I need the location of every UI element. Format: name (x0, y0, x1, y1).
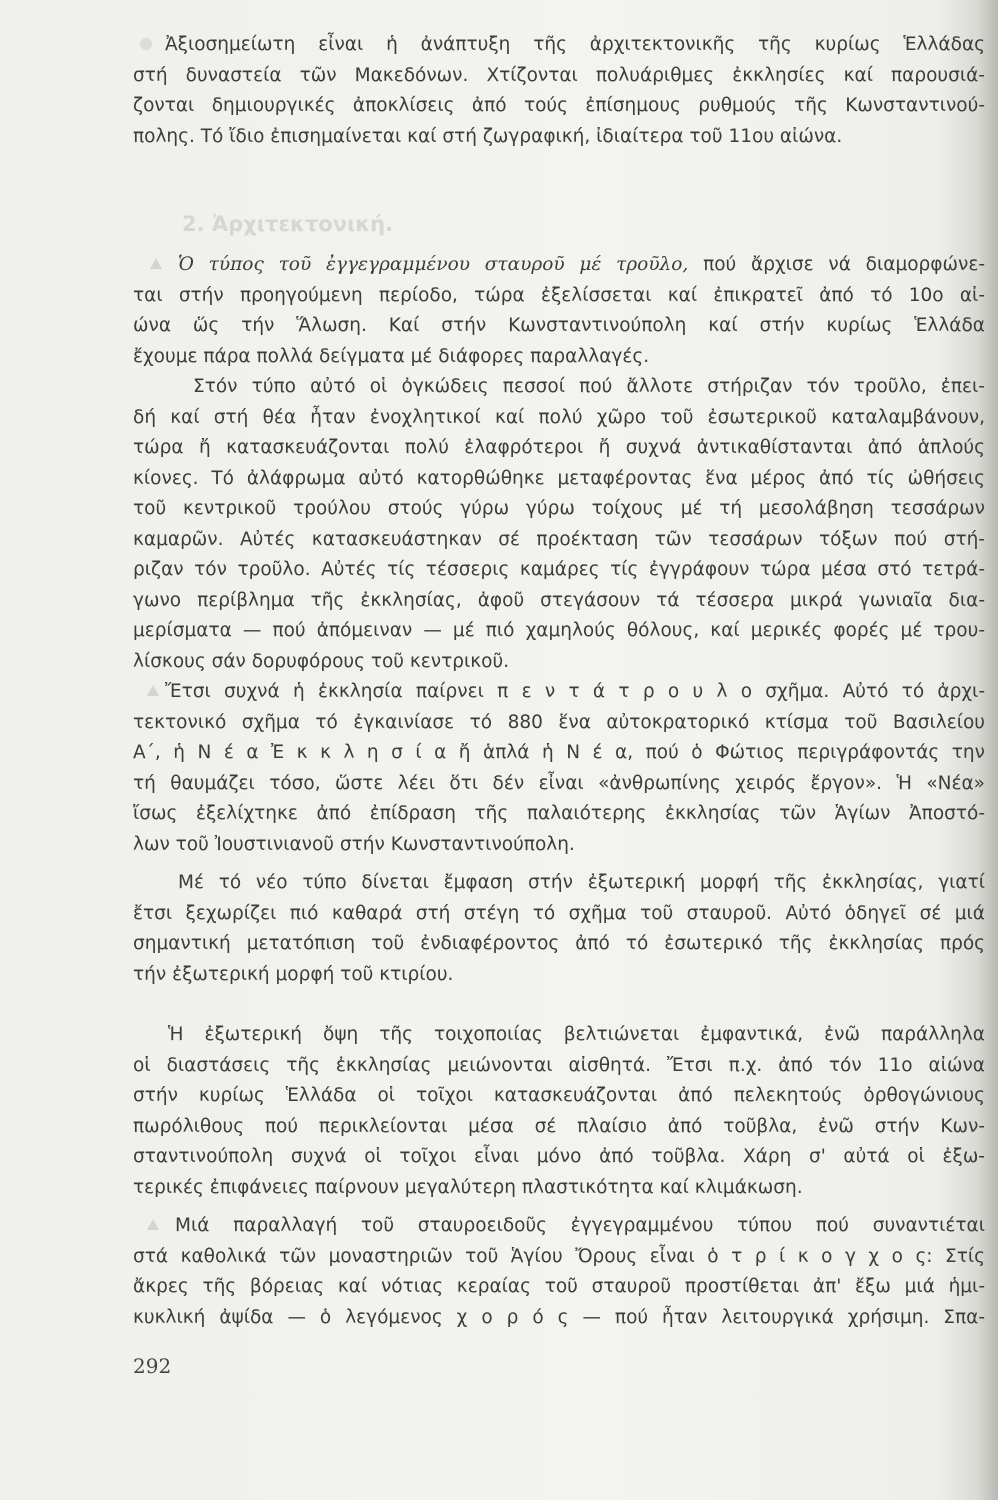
page-number: 292 (133, 1354, 172, 1378)
text-line (133, 122, 985, 153)
line-text: ἔτσι ξεχωρίζει πιό καθαρά στή στέγη τό σχῆμα τοῦ σταυροῦ. Αὐτό ὁδηγεῖ σέ μιά (133, 902, 985, 924)
paragraph (133, 868, 985, 990)
line-text: στή δυναστεία τῶν Μακεδόνων. Χτίζονται πολυάριθμες ἐκκλησίες καί παρουσιά- (133, 64, 985, 86)
text-line (133, 342, 985, 373)
line-text: ἔχουμε πάρα πολλά δείγματα μέ διάφορες παραλλαγές. (133, 345, 650, 367)
text-line (133, 799, 985, 830)
paragraph (133, 250, 985, 372)
text-line (133, 868, 985, 899)
line-text: ἄκρες τῆς βόρειας καί νότιας κεραίας τοῦ σταυροῦ προστίθεται ἀπ' ἔξω μιά ἡμι- (133, 1276, 985, 1297)
text-line (133, 372, 985, 403)
text-line (133, 769, 985, 800)
text-line (133, 250, 985, 281)
line-text: οἱ διαστάσεις τῆς ἐκκλησίας μειώνονται αἰσθητά. Ἔτσι π.χ. ἀπό τόν 11ο αἰώνα (133, 1054, 985, 1076)
text-line (133, 899, 985, 930)
text-line (133, 494, 985, 525)
paragraph (133, 372, 985, 677)
line-text: καμαρῶν. Αὐτές κατασκευάστηκαν σέ προέκταση τῶν τεσσάρων τόξων πού στή- (133, 528, 985, 550)
paragraph (133, 1211, 985, 1333)
text-line (133, 1142, 985, 1173)
paragraph (133, 1020, 985, 1203)
line-text: ώνα ὥς τήν Ἅλωση. Καί στήν Κωνσταντινούπολη καί στήν κυρίως Ἑλλάδα (133, 315, 985, 336)
text-line (133, 1051, 985, 1082)
line-text: Ἔτσι συχνά ἡ ἐκκλησία παίρνει π ε ν τ ά τ ρ ο υ λ ο σχῆμα. Αὐτό τό ἀρχι- (165, 681, 985, 702)
line-text: πωρόλιθους πού περικλείονται μέσα σέ πλαίσιο ἀπό τοῦβλα, ἐνῶ στήν Κων- (133, 1115, 985, 1137)
line-text: ται στήν προηγούμενη περίοδο, τώρα ἐξελίσσεται καί ἐπικρατεῖ ἀπό τό 10ο αἰ- (133, 284, 985, 306)
line-text: Α΄, ἡ Ν έ α Ἐ κ κ λ η σ ί α ἤ ἁπλά ἡ Ν έ α, πού ὁ Φώτιος περιγράφοντάς την (133, 742, 985, 763)
line-text: μερίσματα — πού ἀπόμειναν — μέ πιό χαμηλούς θόλους, καί μερικές φορές μέ τρου- (133, 620, 985, 641)
line-text: ἴσως ἐξελίχτηκε ἀπό ἐπίδραση τῆς παλαιότερης ἐκκλησίας τῶν Ἁγίων Ἀποστό- (133, 803, 985, 824)
text-line (133, 555, 985, 586)
text-line (133, 616, 985, 647)
line-text: τώρα ἤ κατασκευάζονται πολύ ἐλαφρότεροι ἤ συχνά ἀντικαθίστανται ἀπό ἁπλούς (133, 437, 985, 458)
line-text: ριζαν τόν τροῦλο. Αὐτές τίς τέσσερις καμάρες τίς ἐγγράφουν τώρα μέσα στό τετρά- (133, 559, 985, 580)
line-text: τή θαυμάζει τόσο, ὥστε λέει ὅτι δέν εἶναι «ἀνθρωπίνης χειρός ἔργον». Ἡ «Νέα» (133, 772, 985, 794)
text-line (133, 960, 985, 991)
line-text: Ἀξιοσημείωτη εἶναι ἡ ἀνάπτυξη τῆς ἀρχιτεκτονικῆς τῆς κυρίως Ἑλλάδας (165, 34, 985, 55)
line-text: στά καθολικά τῶν μοναστηριῶν τοῦ Ἁγίου Ὄρους εἶναι ὁ τ ρ ί κ ο γ χ ο ς: Στίς (133, 1245, 985, 1267)
line-text: τοῦ κεντρικοῦ τρούλου στούς γύρω γύρω τοίχους μέ τή μεσολάβηση τεσσάρων (133, 498, 985, 519)
text-line (133, 1272, 985, 1303)
text-line (133, 1211, 985, 1242)
text-line (133, 281, 985, 312)
paragraph (133, 677, 985, 860)
text-line (133, 586, 985, 617)
line-text: λων τοῦ Ἰουστινιανοῦ στήν Κωνσταντινούπολη. (133, 833, 575, 855)
line-text (178, 250, 985, 281)
text-line (133, 929, 985, 960)
line-text: Ἡ ἐξωτερική ὄψη τῆς τοιχοποιίας βελτιώνεται ἐμφαντικά, ἐνῶ παράλληλα (168, 1024, 985, 1045)
line-text: τεκτονικό σχῆμα τό ἐγκαινίασε τό 880 ἕνα αὐτοκρατορικό κτίσμα τοῦ Βασιλείου (133, 711, 985, 733)
line-text: Μιά παραλλαγή τοῦ σταυροειδοῦς ἐγγεγραμμένου τύπου πού συναντιέται (175, 1215, 985, 1236)
text-line (133, 1303, 985, 1334)
line-text: Στόν τύπο αὐτό οἱ ὀγκώδεις πεσσοί πού ἄλλοτε στήριζαν τόν τροῦλο, ἐπει- (193, 376, 985, 397)
line-text: σταντινούπολη συχνά οἱ τοῖχοι εἶναι μόνο ἀπό τοῦβλα. Χάρη σ' αὐτά οἱ ἐξω- (133, 1146, 985, 1167)
line-text: γωνο περίβλημα τῆς ἐκκλησίας, ἀφοῦ στεγάσουν τά τέσσερα μικρά γωνιαῖα δια- (133, 589, 985, 611)
line-text: λίσκους σάν δορυφόρους τοῦ κεντρικοῦ. (133, 650, 510, 672)
text-line (133, 647, 985, 678)
text-line (133, 1173, 985, 1204)
line-text: τερικές ἐπιφάνειες παίρνουν μεγαλύτερη πλαστικότητα καί κλιμάκωση. (133, 1176, 803, 1198)
line-text: τήν ἐξωτερική μορφή τοῦ κτιρίου. (133, 963, 454, 985)
text-line (133, 677, 985, 708)
line-text: σημαντική μετατόπιση τοῦ ἐνδιαφέροντος ἀπό τό ἐσωτερικό τῆς ἐκκλησίας πρός (133, 933, 985, 954)
paragraph (133, 30, 985, 152)
line-text: κυκλική ἀψίδα — ὁ λεγόμενος χ ο ρ ό ς — πού ἦταν λειτουργικά χρήσιμη. Σπα- (133, 1306, 985, 1328)
text-line (133, 91, 985, 122)
line-text: ζονται δημιουργικές ἀποκλίσεις ἀπό τούς ἐπίσημους ρυθμούς τῆς Κωνσταντινού- (133, 95, 985, 116)
text-line (133, 311, 985, 342)
text-line (133, 1081, 985, 1112)
line-text: στήν κυρίως Ἑλλάδα οἱ τοῖχοι κατασκευάζονται ἀπό πελεκητούς ὀρθογώνιους (133, 1085, 985, 1106)
text-line (133, 738, 985, 769)
text-line (133, 433, 985, 464)
text-line (133, 1020, 985, 1051)
text-line (133, 830, 985, 861)
section-heading: 2. Ἀρχιτεκτονική. (182, 212, 394, 236)
line-text: κίονες. Τό ἀλάφρωμα αὐτό κατορθώθηκε μεταφέροντας ἕνα μέρος ἀπό τίς ὠθήσεις (133, 467, 985, 489)
italic-term: Ὁ τύπος τοῦ ἐγγεγραμμένου σταυροῦ μέ τροῦλο, (178, 254, 689, 275)
text-line (133, 61, 985, 92)
line-text: δή καί στή θέα ἦταν ἐνοχλητικοί καί πολύ χῶρο τοῦ ἐσωτερικοῦ καταλαμβάνουν, (133, 406, 985, 428)
text-line (133, 464, 985, 495)
line-text: πολης. Τό ἴδιο ἐπισημαίνεται καί στή ζωγραφική, ἰδιαίτερα τοῦ 11ου αἰώνα. (133, 125, 843, 147)
line-text: Μέ τό νέο τύπο δίνεται ἔμφαση στήν ἐξωτερική μορφή τῆς ἐκκλησίας, γιατί (178, 872, 985, 893)
text-line (133, 1242, 985, 1273)
text-line (133, 30, 985, 61)
text-line (133, 1112, 985, 1143)
line-text-rest: πού ἄρχισε νά διαμορφώνε- (688, 254, 985, 275)
text-line (133, 708, 985, 739)
text-line (133, 403, 985, 434)
text-line (133, 525, 985, 556)
